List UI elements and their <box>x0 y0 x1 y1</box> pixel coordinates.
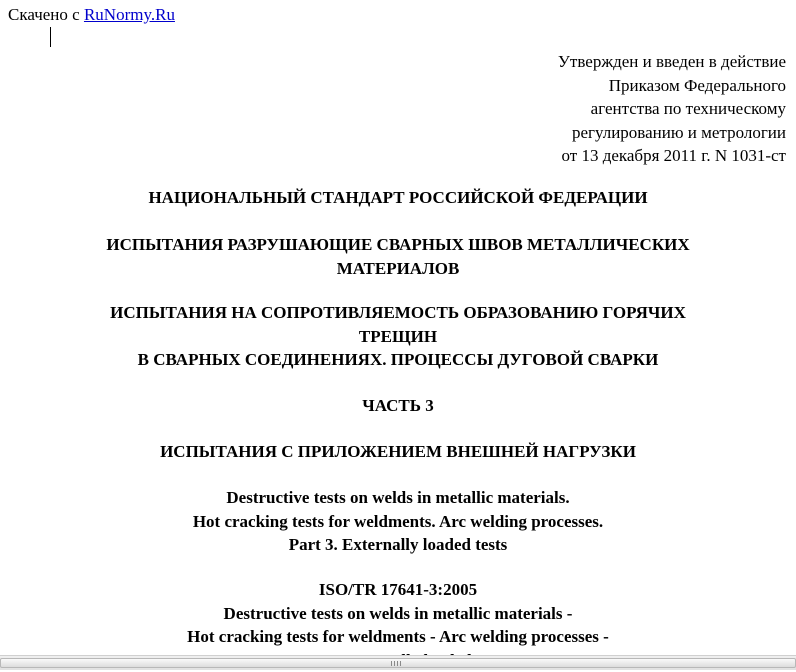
title-line: МАТЕРИАЛОВ <box>0 257 796 281</box>
iso-line: ISO/TR 17641-3:2005 <box>0 578 796 602</box>
approval-block <box>386 50 786 168</box>
part-number <box>0 394 796 418</box>
english-title-block <box>0 486 796 557</box>
runormy-link[interactable]: RuNormy.Ru <box>84 5 175 24</box>
scrollbar-thumb[interactable] <box>0 658 796 668</box>
source-line <box>8 5 175 25</box>
iso-line: Destructive tests on welds in metallic materials - <box>0 602 796 626</box>
title-line: ТРЕЩИН <box>0 325 796 349</box>
approval-line: от 13 декабря 2011 г. N 1031-ст <box>386 144 786 168</box>
english-line: Part 3. Externally loaded tests <box>0 533 796 557</box>
part-title <box>0 440 796 464</box>
approval-line: агентства по техническому <box>386 97 786 121</box>
title-line: ИСПЫТАНИЯ НА СОПРОТИВЛЯЕМОСТЬ ОБРАЗОВАНИЮ ГОРЯЧИХ <box>0 301 796 325</box>
title-block-2 <box>0 301 796 372</box>
grip-icon <box>391 661 403 666</box>
part-text: ЧАСТЬ 3 <box>0 394 796 418</box>
title-line: В СВАРНЫХ СОЕДИНЕНИЯХ. ПРОЦЕССЫ ДУГОВОЙ СВАРКИ <box>0 348 796 372</box>
approval-line: Приказом Федерального <box>386 74 786 98</box>
horizontal-scrollbar[interactable] <box>0 655 796 670</box>
iso-line: Hot cracking tests for weldments - Arc welding processes - <box>0 625 796 649</box>
heading-text: НАЦИОНАЛЬНЫЙ СТАНДАРТ РОССИЙСКОЙ ФЕДЕРАЦИИ <box>0 186 796 210</box>
approval-line: Утвержден и введен в действие <box>386 50 786 74</box>
approval-line: регулированию и метрологии <box>386 121 786 145</box>
title-block-1 <box>0 233 796 280</box>
title-line: ИСПЫТАНИЯ РАЗРУШАЮЩИЕ СВАРНЫХ ШВОВ МЕТАЛЛИЧЕСКИХ <box>0 233 796 257</box>
source-prefix: Скачено с <box>8 5 84 24</box>
text-cursor <box>50 27 51 47</box>
standard-heading <box>0 186 796 210</box>
english-line: Destructive tests on welds in metallic materials. <box>0 486 796 510</box>
english-line: Hot cracking tests for weldments. Arc welding processes. <box>0 510 796 534</box>
part-title-text: ИСПЫТАНИЯ С ПРИЛОЖЕНИЕМ ВНЕШНЕЙ НАГРУЗКИ <box>0 440 796 464</box>
